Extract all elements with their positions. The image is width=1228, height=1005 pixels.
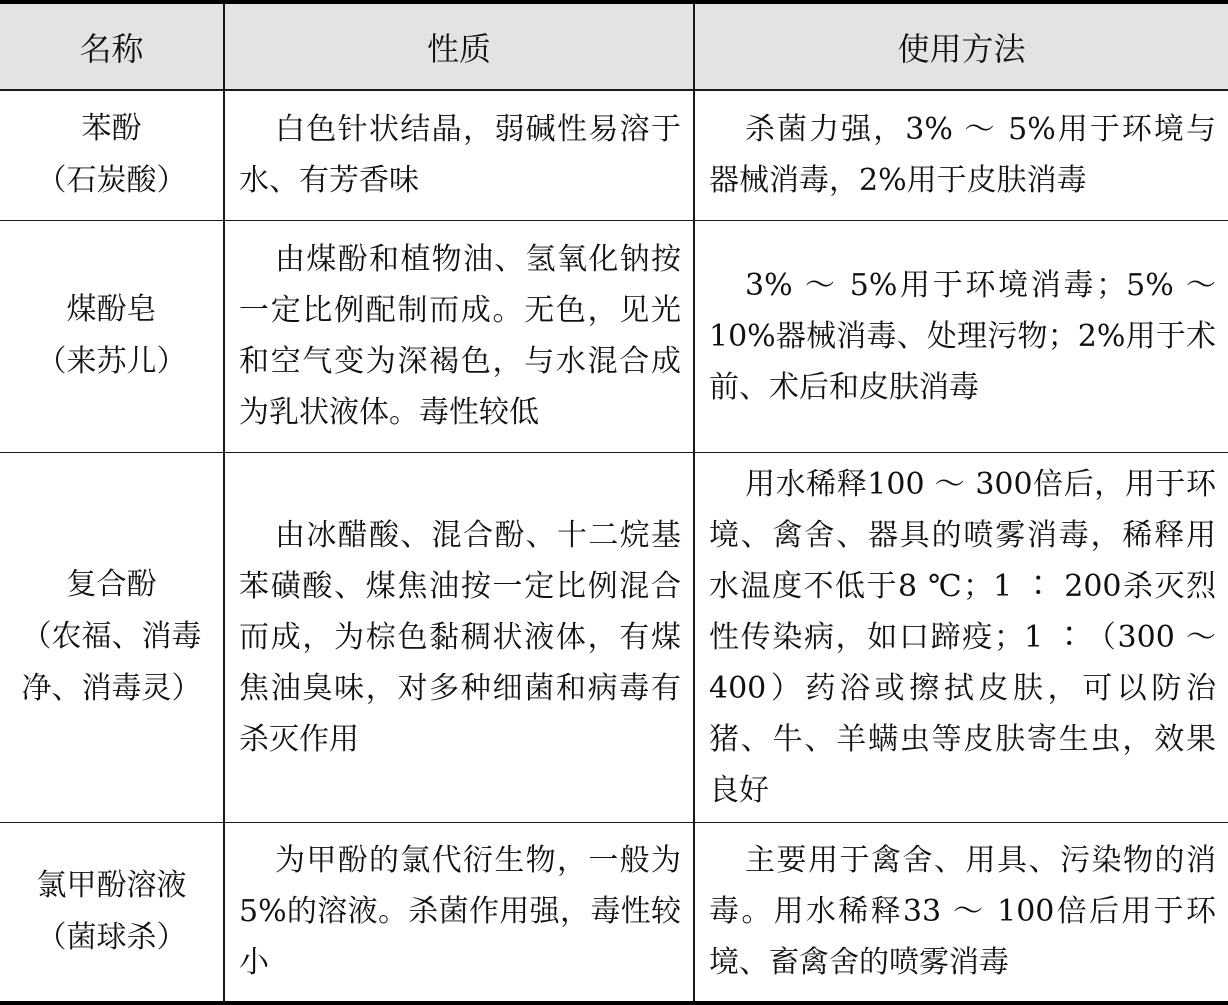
name-cell — [0, 452, 224, 822]
usage-cell: 杀菌力强，3% ～ 5%用于环境与器械消毒，2%用于皮肤消毒 — [694, 90, 1228, 220]
header-property: 性质 — [224, 2, 694, 90]
property-cell: 白色针状结晶，弱碱性易溶于水、有芳香味 — [224, 90, 694, 220]
name-cell — [0, 220, 224, 452]
name-text: 复合酚 — [66, 567, 157, 602]
header-usage: 使用方法 — [694, 2, 1228, 90]
table-row — [0, 90, 1228, 220]
table-header-row — [0, 2, 1228, 90]
name-text: 氯甲酚溶液 — [36, 867, 187, 903]
alias-text: （菌球杀） — [36, 919, 187, 955]
property-cell: 由煤酚和植物油、氢氧化钠按一定比例配制而成。无色，见光和空气变为深褐色，与水混合成为乳状液体。毒性较低 — [224, 220, 694, 452]
name-cell — [0, 90, 224, 220]
usage-cell: 用水稀释100 ～ 300倍后，用于环境、禽舍、器具的喷雾消毒，稀释用水温度不低于8 ℃；1 ∶ 200杀灭烈性传染病，如口蹄疫；1 ∶（300 ～ 400）药浴或擦拭皮肤，可以防治猪、牛、羊螨虫等皮肤寄生虫，效果良好 — [694, 452, 1228, 822]
property-cell: 由冰醋酸、混合酚、十二烷基苯磺酸、煤焦油按一定比例混合而成，为棕色黏稠状液体，有煤焦油臭味，对多种细菌和病毒有杀灭作用 — [224, 452, 694, 822]
alias-text: （来苏儿） — [36, 344, 187, 379]
table-row — [0, 220, 1228, 452]
property-cell: 为甲酚的氯代衍生物，一般为5%的溶液。杀菌作用强，毒性较小 — [224, 822, 694, 1003]
table-row — [0, 452, 1228, 822]
name-cell — [0, 822, 224, 1003]
usage-cell: 主要用于禽舍、用具、污染物的消毒。用水稀释33 ～ 100倍后用于环境、畜禽舍的喷雾消毒 — [694, 822, 1228, 1003]
name-text: 苯酚 — [81, 111, 142, 147]
alias-text: （石炭酸） — [36, 163, 187, 199]
alias-text: （农福、消毒净、消毒灵） — [21, 619, 202, 706]
table-row — [0, 822, 1228, 1003]
header-name: 名称 — [0, 2, 224, 90]
usage-cell: 3% ～ 5%用于环境消毒；5% ～ 10%器械消毒、处理污物；2%用于术前、术后和皮肤消毒 — [694, 220, 1228, 452]
name-text: 煤酚皂 — [66, 292, 157, 327]
